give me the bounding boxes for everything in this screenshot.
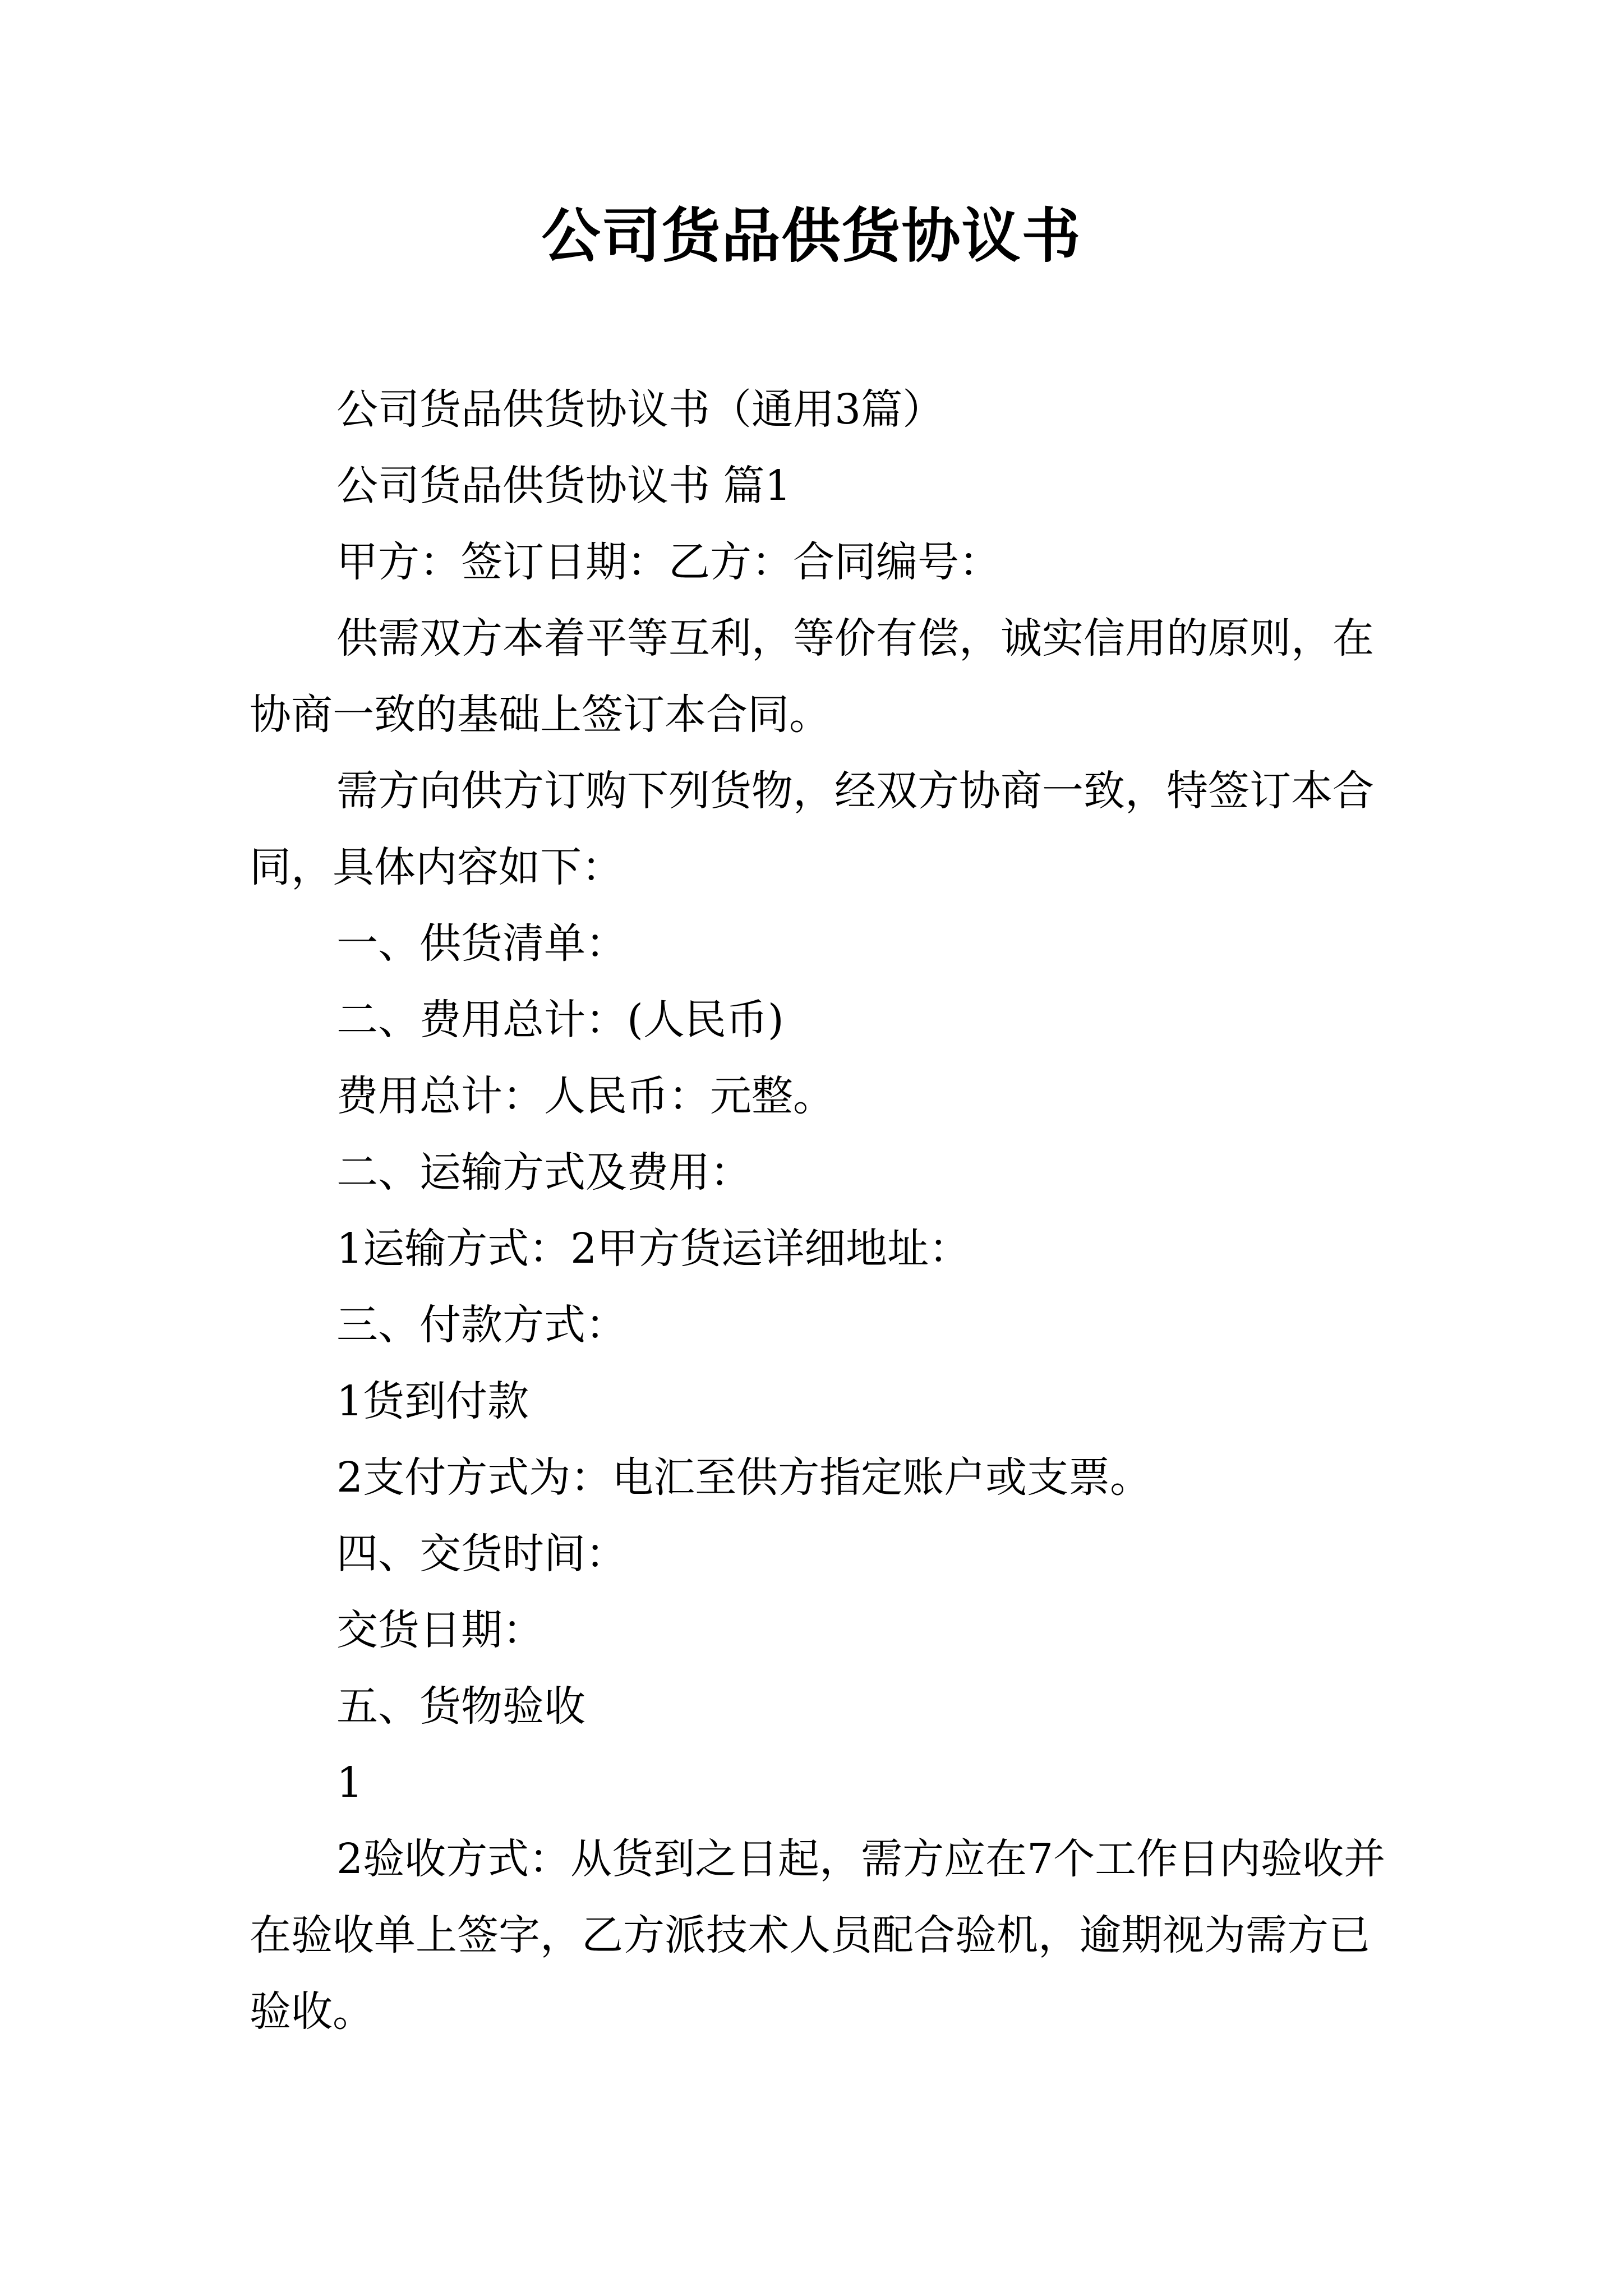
paragraph-transport-detail: 1运输方式：2甲方货运详细地址： [336,1225,971,1273]
document-body [250,371,1399,2050]
paragraph-total-cost: 费用总计：人民币：元整。 [336,1072,834,1120]
paragraph-acceptance-method: 2验收方式：从货到之日起，需方应在7个工作日内验收并在验收单上签字，乙方派技术人员配合验机，逾期视为需方已验收。 [250,1835,1386,2036]
paragraph-total-cost-heading: 二、费用总计：(人民币) [336,996,784,1044]
paragraph-section-heading: 公司货品供货协议书 篇1 [336,462,791,510]
paragraph-supply-list: 一、供货清单： [336,919,627,968]
paragraph-delivery-date: 交货日期： [336,1606,544,1654]
paragraph-payment-method: 2支付方式为：电汇至供方指定账户或支票。 [336,1453,1152,1502]
paragraph-acceptance-item-1: 1 [336,1759,363,1807]
paragraph-delivery-heading: 四、交货时间： [336,1530,627,1578]
paragraph-payment-heading: 三、付款方式： [336,1301,627,1349]
paragraph-purchase: 需方向供方订购下列货物，经双方协商一致，特签订本合同，具体内容如下： [250,767,1374,891]
paragraph-subtitle: 公司货品供货协议书（通用3篇） [336,385,944,434]
paragraph-principle: 供需双方本着平等互利，等价有偿，诚实信用的原则，在协商一致的基础上签订本合同。 [250,614,1374,739]
paragraph-transport-heading: 二、运输方式及费用： [336,1148,751,1197]
paragraph-parties: 甲方：签订日期：乙方：合同编号： [336,538,1000,586]
document-title: 公司货品供货协议书 [541,201,1082,270]
paragraph-payment-cod: 1货到付款 [336,1377,529,1425]
paragraph-acceptance-heading: 五、货物验收 [336,1682,585,1731]
